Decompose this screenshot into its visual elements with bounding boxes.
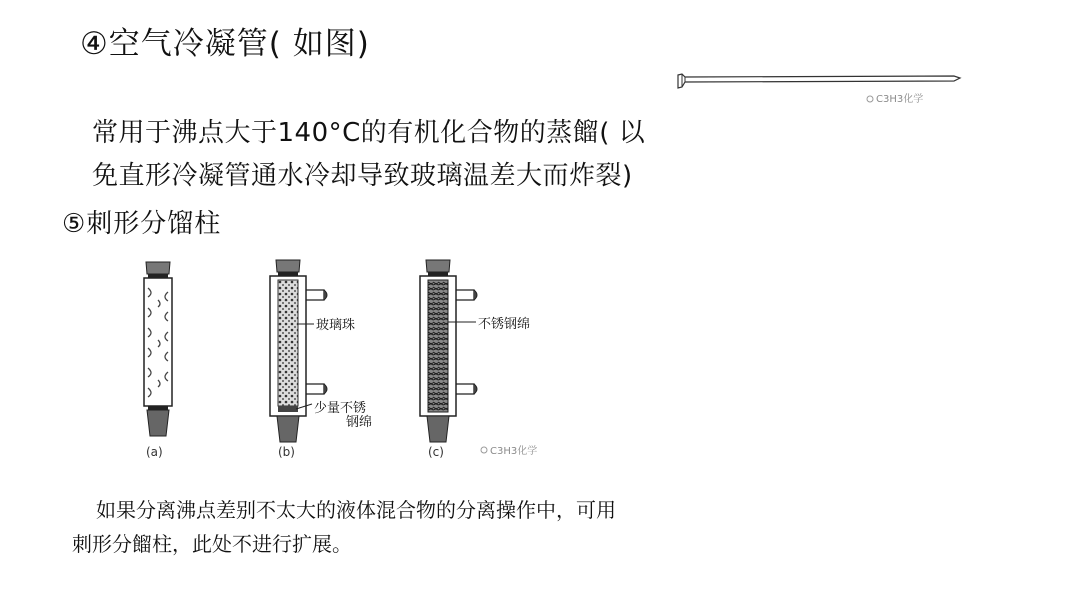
vigreux-column-a [144,262,172,436]
description-line: 常用于沸点大于140°C的有机化合物的蒸餾( 以 [92,118,646,148]
figure-watermark: C3H3化学 [876,94,924,105]
caption-c: (c) [428,445,444,459]
caption-a: (a) [146,445,163,459]
section4-description [92,112,645,198]
label-stainless-wool: 不锈钢绵 [478,317,531,332]
label-small-wool-1: 少量不锈 [314,401,367,416]
section4-heading: ④空气冷凝管( 如图) [80,26,370,62]
caption-b: (b) [278,445,295,459]
section5-note [72,493,616,561]
label-small-wool-2: 钢绵 [346,415,373,430]
fractionating-column-figure [128,256,598,466]
air-condenser-figure [672,66,964,116]
note-line: 刺形分餾柱，此处不进行扩展。 [72,532,352,556]
section5-heading: ⑤刺形分馏柱 [62,209,222,239]
packed-column-c [420,260,477,442]
description-line: 免直形冷凝管通水冷却导致玻璃温差大而炸裂) [92,161,633,191]
note-line: 如果分离沸点差别不太大的液体混合物的分离操作中，可用 [96,498,616,522]
figure-watermark: C3H3化学 [490,446,538,457]
label-glass-beads: 玻璃珠 [316,318,356,333]
